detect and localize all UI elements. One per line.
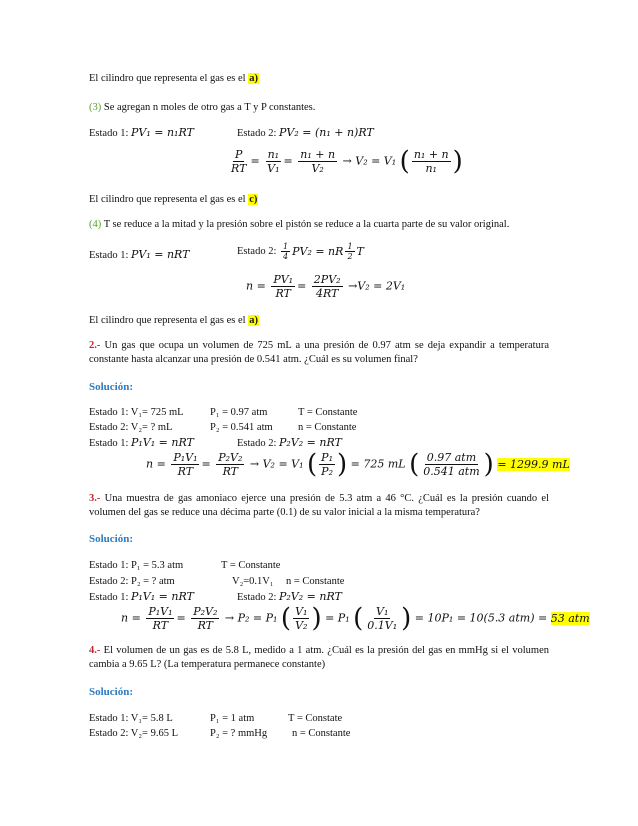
answer-highlight: a) (249, 315, 258, 326)
state-1-line (89, 248, 189, 262)
equation: P₂V₂ = nRT (279, 590, 342, 603)
problem-text: Una muestra de gas amoniaco ejerce una presión de 5.3 atm a 46 °C. ¿Cuál es la presión cuando el volumen del gas se reduce una décima parte (0.1) de su valor inicial a la misma temperatura? (89, 493, 549, 518)
state-label: Estado 2: (237, 246, 277, 257)
solution-heading: Solución: (89, 533, 134, 545)
equation: = 725 mL (350, 457, 406, 471)
equation: PV₁ = nRT (131, 248, 190, 261)
state-label: Estado 1: (89, 250, 129, 261)
fraction-den: RT (152, 619, 169, 632)
fraction-num: 2PV₂ (313, 273, 341, 286)
equation: = 10P₁ = 10(5.3 atm) = (414, 611, 548, 625)
equation: = P₁ (325, 611, 350, 625)
state-label: Estado 1: (89, 438, 129, 449)
state-value: Estado 2: V₂= ? mL (89, 422, 173, 433)
fraction-den: n₁ (425, 162, 437, 175)
item-number: (4) (89, 219, 102, 230)
state-label: Estado 2: (237, 438, 277, 449)
equation: PV₁ = n₁RT (131, 126, 194, 139)
equation: PV₂ = nR (292, 244, 344, 258)
fraction-den: 2 (347, 252, 353, 261)
fraction-num: P₂V₂ (218, 451, 243, 464)
state-value: Estado 2: P₂ = ? atm (89, 576, 175, 587)
state-row (221, 559, 280, 572)
pressure-value: P₁ = 1 atm (210, 713, 255, 724)
state-row (210, 727, 267, 740)
problem-2 (89, 339, 549, 367)
derivation: $\frac{P}{RT}$ = $\frac{\text{n₁}}{\text{V₁}}$ = $\frac{\text{n₁ + n}}{\text{V₂}}$ → V₂ = V₁ ( $\frac{\text{n₁ + n}}{\text{n₁}}$ ) (231, 146, 463, 177)
equation: PV₂ = (n₁ + n)RT (279, 126, 374, 139)
fraction-den: P₂ (321, 465, 333, 478)
state-label: Estado 2: (237, 128, 277, 139)
fraction-num: P₁V₁ (173, 451, 198, 464)
state-row (298, 406, 357, 419)
state-2-line (237, 126, 374, 140)
result-highlight: 53 atm (550, 611, 590, 625)
fraction-num: P₁V₁ (148, 605, 173, 618)
answer-highlight: a) (249, 73, 258, 84)
equation: P₁V₁ = nRT (131, 436, 194, 449)
state-row (89, 727, 178, 740)
fraction-den: 0.541 atm (423, 465, 480, 478)
equation: P₂V₂ = nRT (279, 436, 342, 449)
state-row (210, 406, 267, 419)
solution-heading: Solución: (89, 381, 134, 393)
problem-text: El volumen de un gas es de 5.8 L, medido a 1 atm. ¿Cuál es la presión del gas en mmHg si el volumen cambia a 9.65 L? (La temperatura permanece constante) (89, 645, 549, 670)
arrow-expression: → V₂ = V₁ (342, 154, 397, 168)
state-row (89, 575, 175, 588)
fraction-den: V₂ (311, 162, 324, 175)
solution-heading: Solución: (89, 686, 134, 698)
equation: P₁V₁ = nRT (131, 590, 194, 603)
fraction-num: n₁ + n (413, 148, 449, 161)
state-label: Estado 2: (237, 592, 277, 603)
answer-highlight: c) (249, 194, 258, 205)
constant-value: T = Constante (221, 560, 281, 571)
lhs: n = (146, 457, 166, 471)
state-2-line (237, 436, 342, 450)
conclusion-line (89, 72, 259, 85)
state-1-line (89, 436, 194, 450)
fraction-den: V₁ (267, 162, 280, 175)
fraction-num: 1 (283, 242, 289, 251)
fraction-num: V₁ (295, 605, 308, 618)
state-label: Estado 1: (89, 592, 129, 603)
state-row (89, 712, 173, 725)
constant-value: n = Constante (298, 422, 357, 433)
conclusion-line (89, 193, 258, 206)
derivation: n = $\frac{\text{P₁V₁}}{RT}$ = $\frac{\text{P₂V₂}}{RT}$ → V₂ = V₁ ( $\frac{\text{P₁}}{\text{P₂}}$ ) = 725 mL ( $\frac{\text{0.97 atm}}{\text{0.541 atm}}$ ) = 1299.9 mL (146, 449, 570, 480)
state-row (210, 712, 254, 725)
problem-3 (89, 492, 549, 520)
conclusion-text: El cilindro que representa el gas es el (89, 73, 246, 84)
lhs: n = (246, 279, 266, 293)
fraction-den: V₂ (295, 619, 308, 632)
state-value: Estado 1: V₁= 5.8 L (89, 713, 173, 724)
conclusion-line (89, 314, 259, 327)
conclusion-text: El cilindro que representa el gas es el (89, 194, 246, 205)
fraction-den: 4RT (315, 287, 339, 300)
fraction-num: 1 (347, 242, 353, 251)
problem-number: 3.- (89, 493, 101, 504)
fraction-num: 0.97 atm (426, 451, 477, 464)
item-number: (3) (89, 102, 102, 113)
fraction-den: 0.1V₁ (367, 619, 398, 632)
item-text: T se reduce a la mitad y la presión sobre el pistón se reduce a la cuarta parte de su valor original. (103, 219, 510, 230)
fraction-num: V₁ (376, 605, 389, 618)
equation: T (356, 244, 364, 258)
fraction-num: n₁ (267, 148, 280, 161)
state-row (89, 406, 184, 419)
item-3 (89, 101, 315, 114)
state-row (288, 712, 342, 725)
state-2-line (237, 242, 364, 261)
arrow-expression: →V₂ = 2V₁ (348, 279, 406, 293)
fraction-num: PV₁ (273, 273, 294, 286)
state-value: Estado 2: V₂= 9.65 L (89, 728, 179, 739)
state-value: Estado 1: P₁ = 5.3 atm (89, 560, 184, 571)
volume-value: V₂=0.1V₁ (232, 576, 274, 587)
pressure-value: P₂ = 0.541 atm (210, 422, 273, 433)
item-text: Se agregan n moles de otro gas a T y P constantes. (103, 102, 316, 113)
state-1-line (89, 590, 194, 604)
problem-4 (89, 644, 549, 672)
state-row (298, 421, 356, 434)
fraction-den: RT (222, 465, 238, 478)
constant-value: n = Constante (286, 576, 345, 587)
conclusion-text: El cilindro que representa el gas es el (89, 315, 246, 326)
fraction-den: RT (275, 287, 291, 300)
constant-value: T = Constate (288, 713, 343, 724)
state-row (89, 421, 172, 434)
fraction-num: n₁ + n (300, 148, 336, 161)
constant-value: n = Constante (292, 728, 351, 739)
fraction-den: RT (177, 465, 194, 478)
pressure-value: P₂ = ? mmHg (210, 728, 268, 739)
fraction-num: P₂V₂ (193, 605, 218, 618)
state-label: Estado 1: (89, 128, 129, 139)
state-row (232, 575, 274, 588)
problem-number: 4.- (89, 645, 101, 656)
problem-text: Un gas que ocupa un volumen de 725 mL a una presión de 0.97 atm se deja expandir a temperatura constante hasta alcanzar una presión de 0.541 atm. ¿Cuál es su volumen final? (89, 340, 550, 365)
state-row (210, 421, 273, 434)
pressure-value: P₁ = 0.97 atm (210, 407, 268, 418)
problem-number: 2.- (89, 340, 101, 351)
derivation: n = $\frac{\text{PV₁}}{RT}$ = $\frac{\text{2PV₂}}{4RT}$ →V₂ = 2V₁ (246, 273, 406, 300)
fraction-den: 4 (283, 252, 289, 261)
arrow-expression: → V₂ = V₁ (249, 457, 304, 471)
state-row (286, 575, 344, 588)
arrow-expression: → P₂ = P₁ (224, 611, 278, 625)
state-2-line (237, 590, 342, 604)
fraction-den: RT (197, 619, 213, 632)
state-value: Estado 1: V₁= 725 mL (89, 407, 184, 418)
fraction-num: P₁ (321, 451, 333, 464)
state-row (89, 559, 183, 572)
lhs: n = (121, 611, 141, 625)
result-highlight: = 1299.9 mL (497, 457, 570, 471)
fraction-num: P (235, 148, 243, 161)
fraction-den: RT (231, 162, 247, 175)
state-row (292, 727, 350, 740)
derivation: n = $\frac{\text{P₁V₁}}{RT}$ = $\frac{\text{P₂V₂}}{RT}$ → P₂ = P₁ ( $\frac{\text{V₁}}{\text{V₂}}$ ) = P₁ ( $\frac{\text{V₁}}{\text{0.1V₁}}$ ) = 10P₁ = 10(5.3 atm) = 53 atm (121, 603, 590, 634)
state-1-line (89, 126, 194, 140)
constant-value: T = Constante (298, 407, 358, 418)
item-4 (89, 218, 509, 231)
